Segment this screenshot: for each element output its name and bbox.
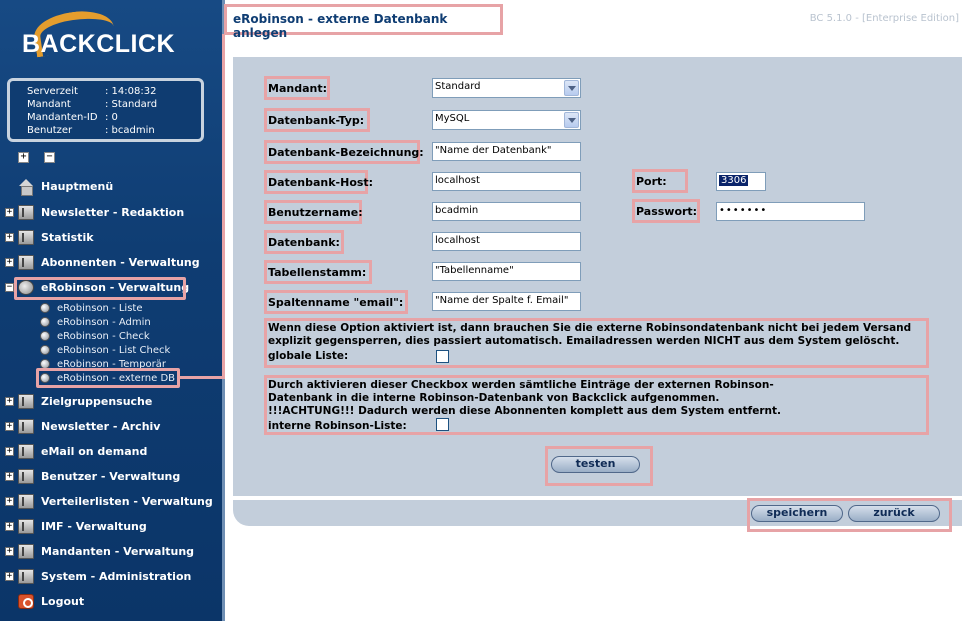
- nav-erobinson-verwaltung[interactable]: − eRobinson - Verwaltung: [6, 281, 190, 294]
- folder-icon: [18, 544, 34, 559]
- backclick-logo: [22, 12, 192, 68]
- benutzername-input[interactable]: bcadmin: [432, 202, 581, 221]
- folder-icon: [18, 494, 34, 509]
- page-title: eRobinson - externe Datenbank anlegen: [224, 4, 503, 35]
- expand-icon[interactable]: +: [6, 521, 13, 531]
- globale-liste-description: Wenn diese Option aktiviert ist, dann brauchen Sie die externe Robinsondatenbank nicht bei jedem Versand explizit gegensperren, dies passiert automatisch. Emailadressen werden NICHT aus dem System gelöscht.: [268, 322, 912, 347]
- expand-icon[interactable]: +: [6, 396, 13, 406]
- folder-icon: [18, 255, 34, 270]
- expand-icon[interactable]: +: [6, 207, 13, 217]
- expand-icon[interactable]: +: [6, 232, 13, 242]
- expand-icon[interactable]: +: [6, 471, 13, 481]
- tabellenstamm-label: Tabellenstamm:: [264, 260, 372, 284]
- interne-robinson-label: interne Robinson-Liste:: [268, 420, 407, 432]
- sub-erobinson-check[interactable]: eRobinson - Check: [40, 329, 150, 343]
- folder-icon: [18, 469, 34, 484]
- folder-icon: [18, 419, 34, 434]
- globale-liste-option: [264, 318, 929, 368]
- expand-icon[interactable]: +: [6, 257, 13, 267]
- sub-erobinson-externe-db[interactable]: eRobinson - externe DB: [40, 371, 175, 385]
- nav-email-on-demand[interactable]: + eMail on demand: [6, 445, 148, 458]
- collapse-icon[interactable]: −: [6, 282, 13, 292]
- folder-icon: [18, 394, 34, 409]
- info-row-mandant: Mandant : Standard: [27, 99, 158, 110]
- collapse-all-button[interactable]: −: [44, 152, 55, 163]
- bullet-icon: [40, 331, 50, 341]
- sub-erobinson-temporaer[interactable]: eRobinson - Temporär: [40, 357, 166, 371]
- chevron-down-icon[interactable]: [564, 80, 579, 96]
- bullet-icon: [40, 303, 50, 313]
- testen-button[interactable]: testen: [551, 456, 640, 473]
- datenbank-typ-label: Datenbank-Typ:: [264, 108, 370, 132]
- version-label: BC 5.1.0 - [Enterprise Edition]: [809, 13, 959, 24]
- spaltenname-email-label: Spaltenname "email":: [264, 290, 408, 314]
- folder-icon: [18, 205, 34, 220]
- session-info-box: [7, 78, 204, 142]
- datenbank-host-label: Datenbank-Host:: [264, 170, 368, 194]
- bullet-icon: [40, 373, 50, 383]
- globale-liste-label: globale Liste:: [268, 350, 349, 362]
- port-input[interactable]: 3306: [716, 172, 766, 191]
- datenbank-label: Datenbank:: [264, 230, 344, 254]
- home-icon: [18, 179, 34, 194]
- expand-icon[interactable]: +: [6, 546, 13, 556]
- datenbank-host-input[interactable]: localhost: [432, 172, 581, 191]
- passwort-input[interactable]: •••••••: [716, 202, 865, 221]
- expand-all-button[interactable]: +: [18, 152, 29, 163]
- chevron-down-icon[interactable]: [564, 112, 579, 128]
- expand-icon[interactable]: +: [6, 446, 13, 456]
- port-label: Port:: [632, 169, 688, 193]
- passwort-label: Passwort:: [632, 199, 700, 223]
- expand-icon[interactable]: +: [6, 421, 13, 431]
- nav-system-administration[interactable]: + System - Administration: [6, 570, 192, 583]
- info-row-serverzeit: Serverzeit : 14:08:32: [27, 86, 157, 97]
- mandant-label: Mandant:: [264, 76, 330, 100]
- globale-liste-checkbox[interactable]: [436, 350, 449, 363]
- bullet-icon: [40, 345, 50, 355]
- erobinson-icon: [18, 280, 34, 295]
- sub-erobinson-list-check[interactable]: eRobinson - List Check: [40, 343, 170, 357]
- nav-benutzer-verwaltung[interactable]: + Benutzer - Verwaltung: [6, 470, 181, 483]
- folder-icon: [18, 230, 34, 245]
- nav-mandanten-verwaltung[interactable]: + Mandanten - Verwaltung: [6, 545, 195, 558]
- datenbank-typ-select[interactable]: MySQL: [432, 110, 581, 130]
- bullet-icon: [40, 359, 50, 369]
- spaltenname-email-input[interactable]: "Name der Spalte f. Email": [432, 292, 581, 311]
- expand-icon[interactable]: +: [6, 496, 13, 506]
- nav-statistik[interactable]: + Statistik: [6, 231, 94, 244]
- datenbank-bezeichnung-label: Datenbank-Bezeichnung:: [264, 140, 420, 164]
- sidebar: [0, 0, 222, 621]
- datenbank-bezeichnung-input[interactable]: "Name der Datenbank": [432, 142, 581, 161]
- folder-icon: [18, 444, 34, 459]
- nav-zielgruppensuche[interactable]: + Zielgruppensuche: [6, 395, 153, 408]
- folder-icon: [18, 569, 34, 584]
- info-row-mandanten-id: Mandanten-ID : 0: [27, 112, 118, 123]
- annotation-arrow-horizontal: [180, 376, 225, 379]
- datenbank-input[interactable]: localhost: [432, 232, 581, 251]
- tabellenstamm-input[interactable]: "Tabellenname": [432, 262, 581, 281]
- logout-icon: [18, 594, 34, 609]
- annotation-arrow-vertical: [222, 34, 225, 378]
- nav-imf-verwaltung[interactable]: + IMF - Verwaltung: [6, 520, 147, 533]
- interne-robinson-warning: !!!ACHTUNG!!! Dadurch werden diese Abonnenten komplett aus dem System entfernt.: [268, 405, 781, 417]
- nav-verteilerlisten-verwaltung[interactable]: + Verteilerlisten - Verwaltung: [6, 495, 213, 508]
- folder-icon: [18, 519, 34, 534]
- interne-robinson-checkbox[interactable]: [436, 418, 449, 431]
- benutzername-label: Benutzername:: [264, 200, 362, 224]
- nav-hauptmenu[interactable]: Hauptmenü: [0, 177, 220, 197]
- info-row-benutzer: Benutzer : bcadmin: [27, 125, 155, 136]
- expand-icon[interactable]: +: [6, 571, 13, 581]
- zurueck-button[interactable]: zurück: [848, 505, 940, 522]
- sub-erobinson-liste[interactable]: eRobinson - Liste: [40, 301, 143, 315]
- nav-newsletter-redaktion[interactable]: + Newsletter - Redaktion: [6, 206, 185, 219]
- bullet-icon: [40, 317, 50, 327]
- mandant-select[interactable]: Standard: [432, 78, 581, 98]
- interne-robinson-description: Durch aktivieren dieser Checkbox werden sämtliche Einträge der externen Robinson-Datenbank in die interne Robinson-Datenbank von Backclick aufgenommen.: [268, 379, 774, 404]
- interne-robinson-option: [264, 375, 929, 435]
- nav-logout[interactable]: Logout: [0, 592, 220, 612]
- speichern-button[interactable]: speichern: [751, 505, 843, 522]
- nav-newsletter-archiv[interactable]: + Newsletter - Archiv: [6, 420, 161, 433]
- nav-abonnenten-verwaltung[interactable]: + Abonnenten - Verwaltung: [6, 256, 200, 269]
- logo-text: BACKCLICK: [22, 30, 176, 58]
- sub-erobinson-admin[interactable]: eRobinson - Admin: [40, 315, 151, 329]
